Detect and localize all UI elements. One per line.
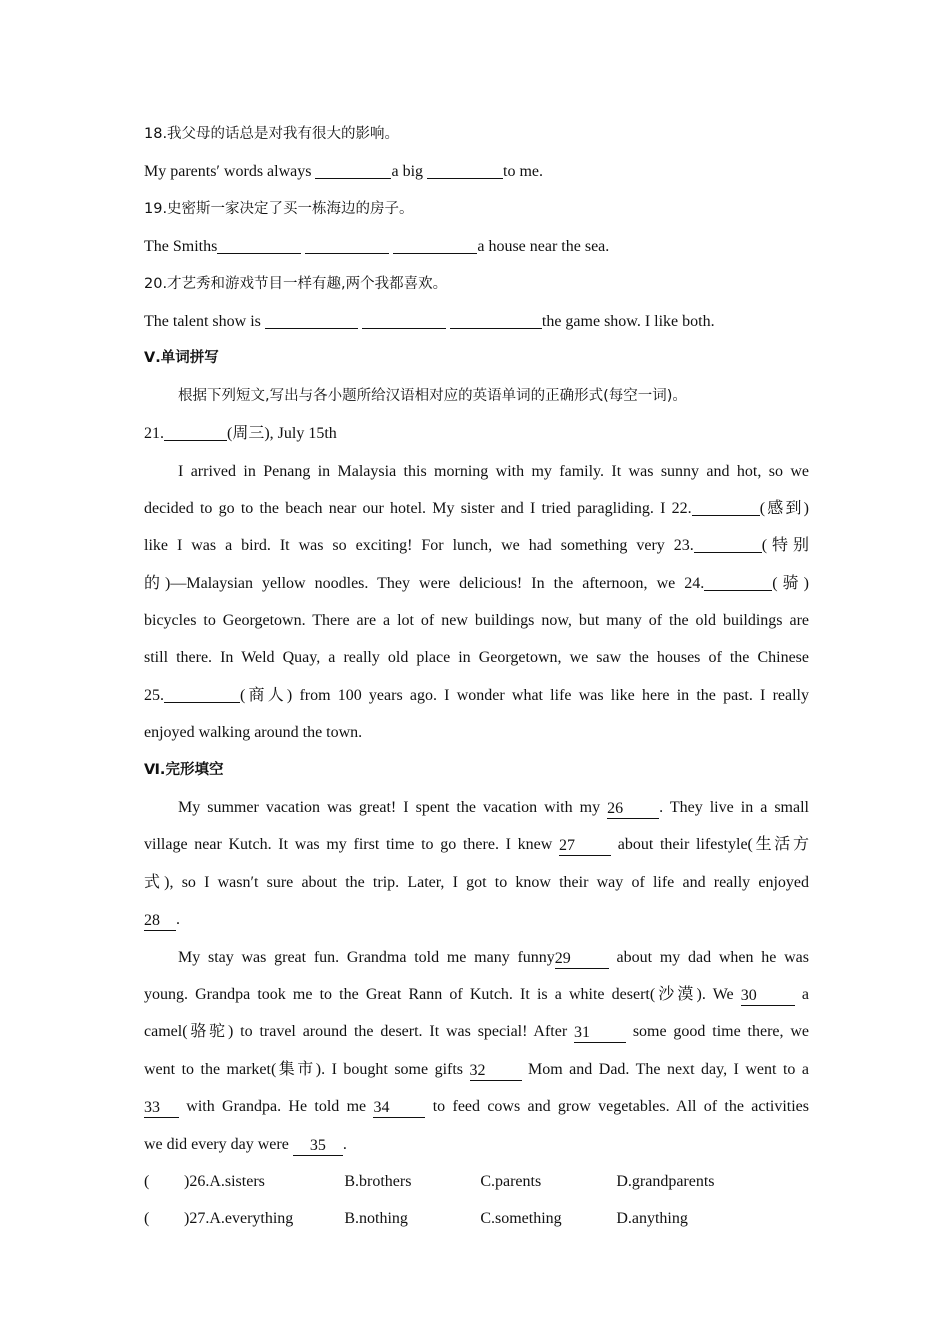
passage-5-line-8: enjoyed walking around the town. xyxy=(144,724,363,742)
passage-5-line-3: like I was a bird. It was so exciting! For lunch, we had something very 23. (特别 xyxy=(144,527,809,564)
cloze-blank-27[interactable]: 27 xyxy=(559,837,611,856)
q18-chinese: 18.我父母的话总是对我有很大的影响。 xyxy=(144,126,400,142)
cloze-blank-33[interactable]: 33 xyxy=(144,1099,179,1118)
q23-blank[interactable] xyxy=(694,534,762,553)
option-26-c[interactable]: C.parents xyxy=(480,1172,542,1190)
q21-line: 21. (周三), July 15th xyxy=(144,415,809,452)
q19-english: The Smiths a house near the sea. xyxy=(144,228,809,265)
passage-6-line-2: village near Kutch. It was my first time to go there. I knew 27 about their lifestyle(生活方 xyxy=(144,836,809,855)
section-5-title: Ⅴ.单词拼写 xyxy=(144,350,219,367)
option-26-b[interactable]: B.brothers xyxy=(344,1172,412,1190)
q19-blank-3[interactable] xyxy=(393,235,477,254)
passage-6-line-9: 33 with Grandpa. He told me 34 to feed cows and grow vegetables. All of the activities xyxy=(144,1098,810,1117)
passage-5-line-2: decided to go to the beach near our hotel. My sister and I tried paragliding. I 22. (感到) xyxy=(144,490,809,527)
section-5-instruction: 根据下列短文,写出与各小题所给汉语相对应的英语单词的正确形式(每空一词)。 xyxy=(178,387,687,404)
q20-chinese: 20.才艺秀和游戏节目一样有趣,两个我都喜欢。 xyxy=(144,275,448,292)
passage-6-line-1: My summer vacation was great! I spent the vacation with my 26 . They live in a small xyxy=(178,799,809,818)
answer-paren-open[interactable]: ( xyxy=(144,1172,150,1190)
passage-6-line-4: 28 . xyxy=(144,911,180,930)
option-26-a[interactable]: A.sisters xyxy=(209,1172,265,1190)
cloze-blank-34[interactable]: 34 xyxy=(373,1099,425,1118)
q20-blank-2[interactable] xyxy=(362,310,446,329)
q20-blank-3[interactable] xyxy=(450,310,542,329)
q20-english: The talent show is the game show. I like both. xyxy=(144,303,809,340)
q19-chinese: 19.史密斯一家决定了买一栋海边的房子。 xyxy=(144,200,414,217)
passage-5-line-1: I arrived in Penang in Malaysia this morning with my family. It was sunny and hot, so we xyxy=(178,462,809,480)
q21-blank[interactable] xyxy=(164,422,227,441)
cloze-blank-31[interactable]: 31 xyxy=(574,1024,626,1043)
q24-blank[interactable] xyxy=(704,572,772,591)
passage-5-line-5: bicycles to Georgetown. There are a lot of new buildings now, but many of the old buildings are xyxy=(144,612,809,630)
section-6-title: Ⅵ.完形填空 xyxy=(144,761,224,778)
passage-6-line-8: went to the market(集市). I bought some gifts 32 Mom and Dad. The next day, I went to a xyxy=(144,1060,809,1079)
passage-6-line-5: My stay was great fun. Grandma told me many funny29 about my dad when he was xyxy=(178,948,810,967)
cloze-blank-35[interactable]: 35 xyxy=(293,1137,343,1156)
options-row-27: ( )27.A.everything B.nothing C.something D.anything xyxy=(144,1200,809,1237)
passage-6-line-3: 式), so I wasn′t sure about the trip. Later, I got to know their way of life and really enjoyed xyxy=(144,873,810,891)
passage-5-line-6: still there. In Weld Quay, a really old place in Georgetown, we saw the houses of the Chinese xyxy=(144,649,809,667)
passage-6-line-6: young. Grandpa took me to the Great Rann of Kutch. It is a white desert(沙漠). We 30 a xyxy=(144,985,809,1004)
q25-blank[interactable] xyxy=(164,684,240,703)
cloze-blank-32[interactable]: 32 xyxy=(470,1062,522,1081)
q18-english: My parents′ words always a big to me. xyxy=(144,153,809,190)
passage-5-line-7: 25. (商人) from 100 years ago. I wonder what life was like here in the past. I really xyxy=(144,677,809,714)
cloze-blank-26[interactable]: 26 xyxy=(607,800,659,819)
options-row-26: ( )26.A.sisters B.brothers C.parents D.grandparents xyxy=(144,1163,809,1200)
q20-blank-1[interactable] xyxy=(265,310,358,329)
document-content xyxy=(144,116,809,1238)
cloze-blank-30[interactable]: 30 xyxy=(741,987,795,1006)
option-26-d[interactable]: D.grandparents xyxy=(616,1172,715,1190)
passage-5-line-4: 的)—Malaysian yellow noodles. They were delicious! In the afternoon, we 24. (骑) xyxy=(144,565,809,602)
answer-paren-open[interactable]: ( xyxy=(144,1210,150,1228)
option-27-b[interactable]: B.nothing xyxy=(344,1210,408,1228)
q19-blank-1[interactable] xyxy=(217,235,301,254)
passage-6-line-7: camel(骆驼) to travel around the desert. It was special! After 31 some good time there, we xyxy=(144,1023,810,1042)
option-27-d[interactable]: D.anything xyxy=(616,1210,688,1228)
q22-blank[interactable] xyxy=(692,497,760,516)
option-27-c[interactable]: C.something xyxy=(480,1210,562,1228)
cloze-blank-29[interactable]: 29 xyxy=(555,950,609,969)
option-27-a[interactable]: A.everything xyxy=(209,1210,294,1228)
passage-6-line-10: we did every day were 35 . xyxy=(144,1135,347,1154)
q18-blank-2[interactable] xyxy=(427,160,503,179)
q18-blank-1[interactable] xyxy=(315,160,391,179)
q19-blank-2[interactable] xyxy=(305,235,389,254)
cloze-blank-28[interactable]: 28 xyxy=(144,912,176,931)
